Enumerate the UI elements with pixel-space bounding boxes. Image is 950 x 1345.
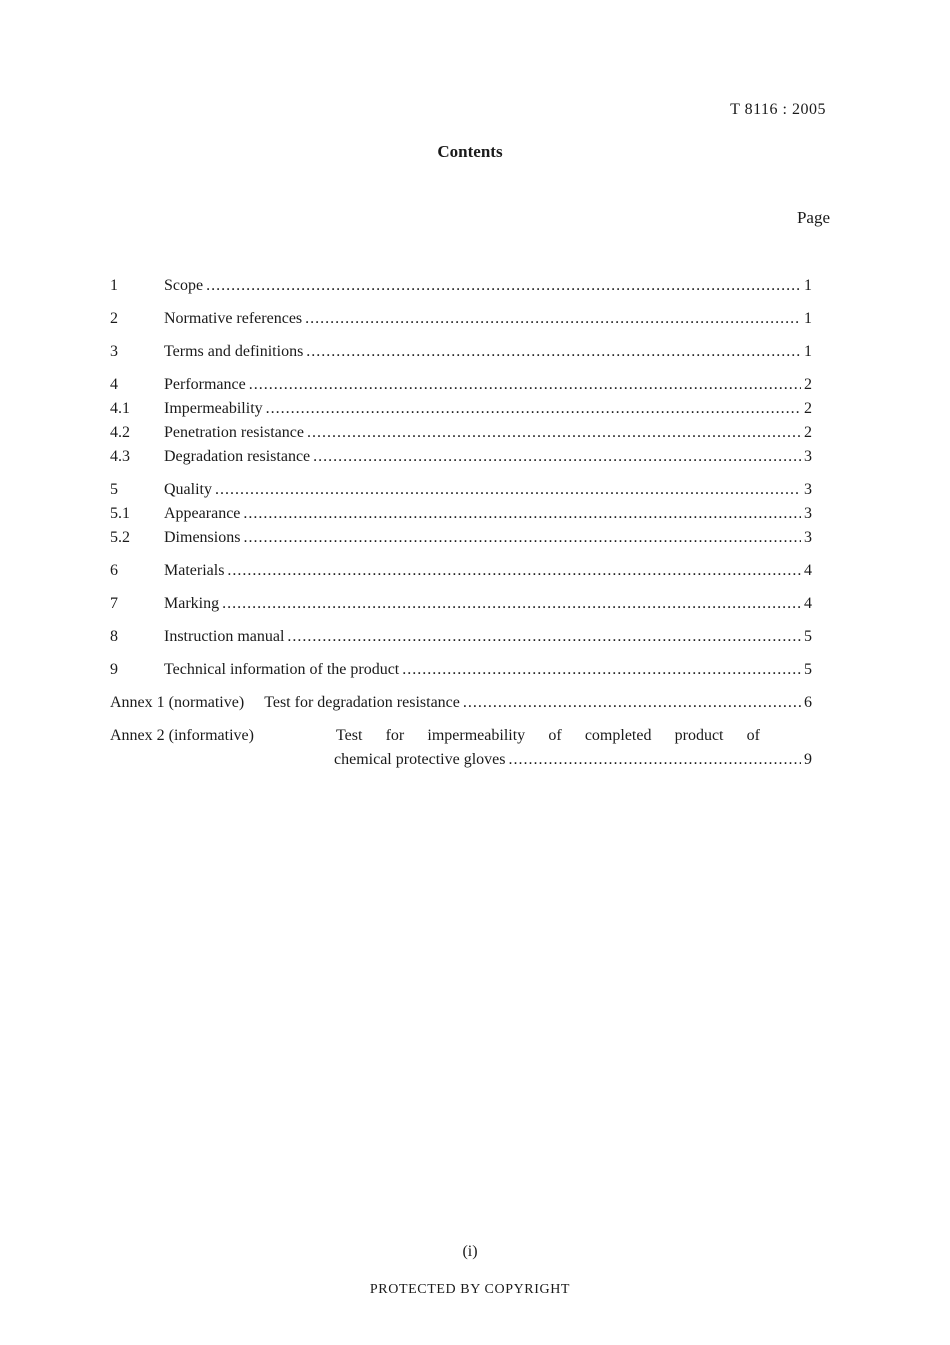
toc-entry[interactable] xyxy=(110,274,812,298)
page-column-label: Page xyxy=(796,208,830,227)
page-title: Contents xyxy=(437,142,503,161)
toc-entry-number: 5.2 xyxy=(110,529,130,546)
toc-entry[interactable] xyxy=(110,592,812,616)
toc-entry-page: 4 xyxy=(804,562,812,579)
toc-entry-label: Dimensions xyxy=(164,529,241,546)
document-id: T 8116 : 2005 xyxy=(730,101,826,118)
leader-dots xyxy=(508,748,801,772)
leader-dots xyxy=(215,478,801,502)
toc-entry[interactable] xyxy=(110,307,812,331)
toc-entry-number: 4.2 xyxy=(110,424,130,441)
toc-entry-page: 2 xyxy=(804,376,812,393)
footer-page-number: (i) xyxy=(462,1243,478,1260)
leader-dots xyxy=(287,625,801,649)
leader-dots xyxy=(227,559,801,583)
toc-entry-label: Materials xyxy=(164,562,225,579)
toc-entry-page: 3 xyxy=(804,529,812,546)
leader-dots xyxy=(305,307,801,331)
toc-entry-page: 2 xyxy=(804,424,812,441)
toc-entry[interactable] xyxy=(110,526,812,550)
toc-entry-number: 6 xyxy=(110,562,118,579)
toc-entry-page: 1 xyxy=(804,277,812,294)
toc-entry[interactable] xyxy=(110,373,812,397)
toc-entry[interactable] xyxy=(110,658,812,682)
toc-entry-label: Terms and definitions xyxy=(164,343,304,360)
leader-dots xyxy=(402,658,801,682)
toc-entry-label: Quality xyxy=(164,481,212,498)
toc-entry-annex-1[interactable] xyxy=(110,691,812,715)
toc-entry-number: 4 xyxy=(110,376,118,393)
annex-1-prefix: Annex 1 (normative) xyxy=(110,694,245,711)
leader-dots xyxy=(249,373,801,397)
toc-entry-number: 8 xyxy=(110,628,118,645)
toc-entry-page: 3 xyxy=(804,481,812,498)
toc-entry[interactable] xyxy=(110,421,812,445)
toc-entry-number: 5.1 xyxy=(110,505,130,522)
toc-entry-page: 3 xyxy=(804,505,812,522)
toc-entry-label: Instruction manual xyxy=(164,628,285,645)
annex-2-title-line2: chemical protective gloves xyxy=(334,751,506,768)
toc-entry-label: Appearance xyxy=(164,505,241,522)
toc-entry-page: 3 xyxy=(804,448,812,465)
copyright-notice: PROTECTED BY COPYRIGHT xyxy=(369,1282,571,1297)
toc-entry-number: 3 xyxy=(110,343,118,360)
toc-entry-label: Scope xyxy=(164,277,204,294)
toc-entry-number: 4.3 xyxy=(110,448,130,465)
table-of-contents xyxy=(110,274,812,772)
toc-entry-number: 4.1 xyxy=(110,400,130,417)
toc-entry[interactable] xyxy=(110,502,812,526)
toc-entry-annex-2-continued[interactable] xyxy=(110,748,812,772)
toc-entry-label: Technical information of the product xyxy=(164,661,400,678)
toc-entry[interactable] xyxy=(110,397,812,421)
leader-dots xyxy=(306,340,801,364)
toc-entry-number: 2 xyxy=(110,310,118,327)
leader-dots xyxy=(243,526,801,550)
leader-dots xyxy=(206,274,801,298)
annex-1-page: 6 xyxy=(804,694,812,711)
toc-entry-number: 9 xyxy=(110,661,118,678)
toc-entry-label: Normative references xyxy=(164,310,303,327)
toc-entry-page: 4 xyxy=(804,595,812,612)
toc-entry-page: 5 xyxy=(804,661,812,678)
leader-dots xyxy=(307,421,801,445)
annex-2-prefix: Annex 2 (informative) xyxy=(110,727,254,744)
toc-entry-number: 1 xyxy=(110,277,118,294)
toc-entry-number: 7 xyxy=(110,595,118,612)
toc-entry[interactable] xyxy=(110,445,812,469)
annex-2-title-line1: Test for impermeability of completed product of xyxy=(336,727,760,744)
leader-dots xyxy=(313,445,801,469)
toc-entry[interactable] xyxy=(110,559,812,583)
leader-dots xyxy=(243,502,801,526)
toc-entry-page: 1 xyxy=(804,343,812,360)
toc-entry-label: Penetration resistance xyxy=(164,424,304,441)
annex-1-title: Test for degradation resistance xyxy=(264,694,460,711)
toc-entry-page: 2 xyxy=(804,400,812,417)
toc-entry-label: Impermeability xyxy=(164,400,263,417)
toc-entry-annex-2[interactable] xyxy=(110,724,812,748)
annex-2-page: 9 xyxy=(804,751,812,768)
toc-entry[interactable] xyxy=(110,625,812,649)
toc-entry-number: 5 xyxy=(110,481,118,498)
toc-entry-label: Performance xyxy=(164,376,246,393)
leader-dots xyxy=(463,691,801,715)
toc-entry-page: 1 xyxy=(804,310,812,327)
toc-entry[interactable] xyxy=(110,478,812,502)
toc-entry-label: Degradation resistance xyxy=(164,448,311,465)
leader-dots xyxy=(266,397,801,421)
toc-entry-label: Marking xyxy=(164,595,220,612)
toc-entry-page: 5 xyxy=(804,628,812,645)
leader-dots xyxy=(222,592,801,616)
toc-entry[interactable] xyxy=(110,340,812,364)
